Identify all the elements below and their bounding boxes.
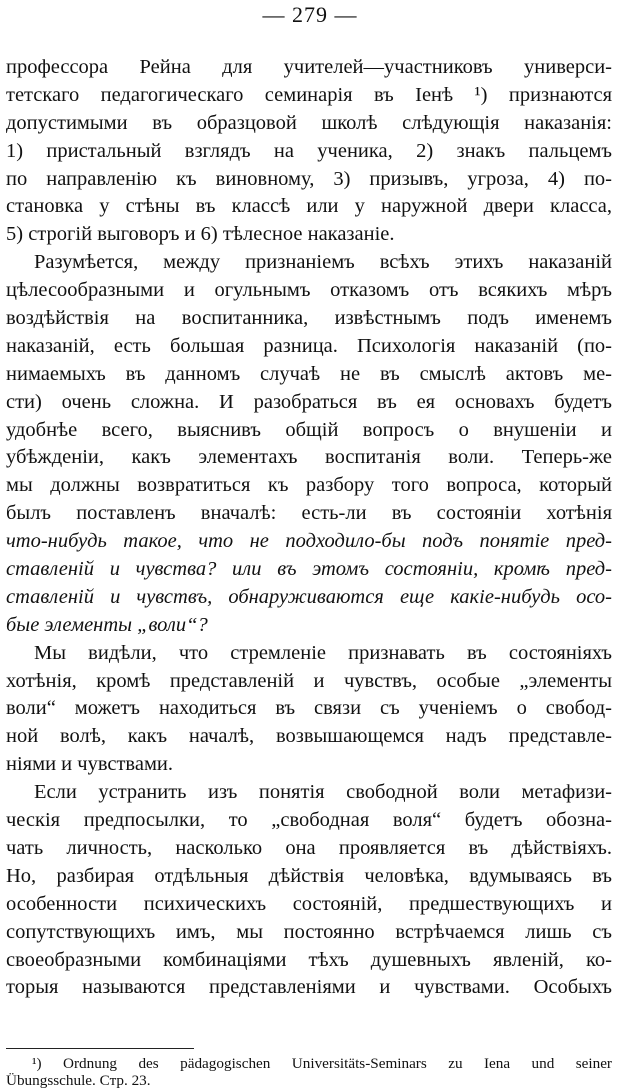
text-line: допустимыми въ образцовой школѣ слѣдующія наказанія: — [6, 111, 612, 134]
text-line: удобнѣе всего, выяснивъ общій вопросъ о внушеніи и — [6, 418, 612, 441]
text-line: тетскаго педагогическаго семинарія въ Іенѣ ¹) признаются — [6, 83, 612, 106]
text-line: Мы видѣли, что стремленіе признавать въ состояніяхъ — [34, 641, 612, 664]
text-line: профессора Рейна для учителей—участниковъ универси- — [6, 56, 612, 78]
text-line: особенности психическихъ состояній, предшествующихъ и — [6, 892, 612, 915]
text-line: становка у стѣны въ классѣ или у наружной двери класса, — [6, 195, 612, 218]
page-number: — 279 — — [262, 2, 358, 27]
body-text — [6, 54, 612, 1002]
footnote-line: Übungsschule. Стр. 23. — [6, 1072, 151, 1089]
text-line: что-нибудь такое, что не подходило-бы подъ понятіе пред- — [6, 530, 612, 553]
text-line: наказаній, есть большая разница. Психологія наказаній (по- — [6, 334, 612, 357]
text-line: цѣлесообразными и огульнымъ отказомъ отъ всякихъ мѣръ — [6, 279, 612, 302]
text-line: убѣжденіи, какъ элементахъ воспитанія воли. Теперь-же — [6, 446, 612, 469]
footnote-divider — [6, 1048, 194, 1049]
text-line: сти) очень сложна. И разобраться въ ея основахъ будетъ — [6, 390, 612, 413]
text-line: нимаемыхъ въ данномъ случаѣ не въ смыслѣ актовъ ме- — [6, 362, 612, 385]
text-line: торыя называются представленіями и чувствами. Особыхъ — [6, 976, 612, 999]
text-line: хотѣнія, кромѣ представленій и чувствъ, особые „элементы — [6, 669, 612, 692]
text-line: сопутствующихъ имъ, мы постоянно встрѣчаемся лишь съ — [6, 920, 612, 943]
text-line: ной волѣ, какъ началѣ, возвышающемся надъ представле- — [6, 725, 612, 748]
text-line: мы должны возвратиться къ разбору того вопроса, который — [6, 474, 612, 497]
text-line: Разумѣется, между признаніемъ всѣхъ этихъ наказаній — [34, 251, 612, 274]
footnote — [6, 1055, 612, 1089]
text-line: ставленій и чувствъ, обнаруживаются еще какіе-нибудь осо- — [6, 585, 612, 608]
text-line: 5) строгій выговоръ и 6) тѣлесное наказаніе. — [6, 223, 395, 246]
text-line: ставленій и чувства? или въ этомъ состояніи, кромѣ пред- — [6, 558, 612, 581]
text-line: чать личность, насколько она проявляется въ дѣйствіяхъ. — [6, 836, 612, 859]
footnote-line: ¹) Ordnung des pädagogischen Universitäts-Seminars zu Iena und seiner — [32, 1055, 612, 1072]
text-line: ческія предпосылки, то „свободная воля“ будетъ обозна- — [6, 809, 612, 832]
text-line: воли“ можетъ находиться въ связи съ ученіемъ о свобод- — [6, 697, 612, 720]
text-line: ніями и чувствами. — [6, 753, 174, 776]
text-line: бые элементы „воли“? — [6, 613, 208, 636]
text-line: своеобразными комбинаціями тѣхъ душевныхъ явленій, ко- — [6, 948, 612, 971]
text-line: 1) пристальный взглядъ на ученика, 2) знакъ пальцемъ — [6, 139, 612, 162]
text-line: Если устранить изъ понятія свободной воли метафизи- — [34, 781, 612, 804]
text-line: воздѣйствія на воспитанника, извѣстнымъ подъ именемъ — [6, 307, 612, 330]
text-line: былъ поставленъ вначалѣ: есть-ли въ состояніи хотѣнія — [6, 502, 612, 525]
text-line: по направленію къ виновному, 3) призывъ, угроза, 4) по- — [6, 167, 612, 190]
text-line: Но, разбирая отдѣльныя дѣйствія человѣка, вдумываясь въ — [6, 864, 612, 887]
